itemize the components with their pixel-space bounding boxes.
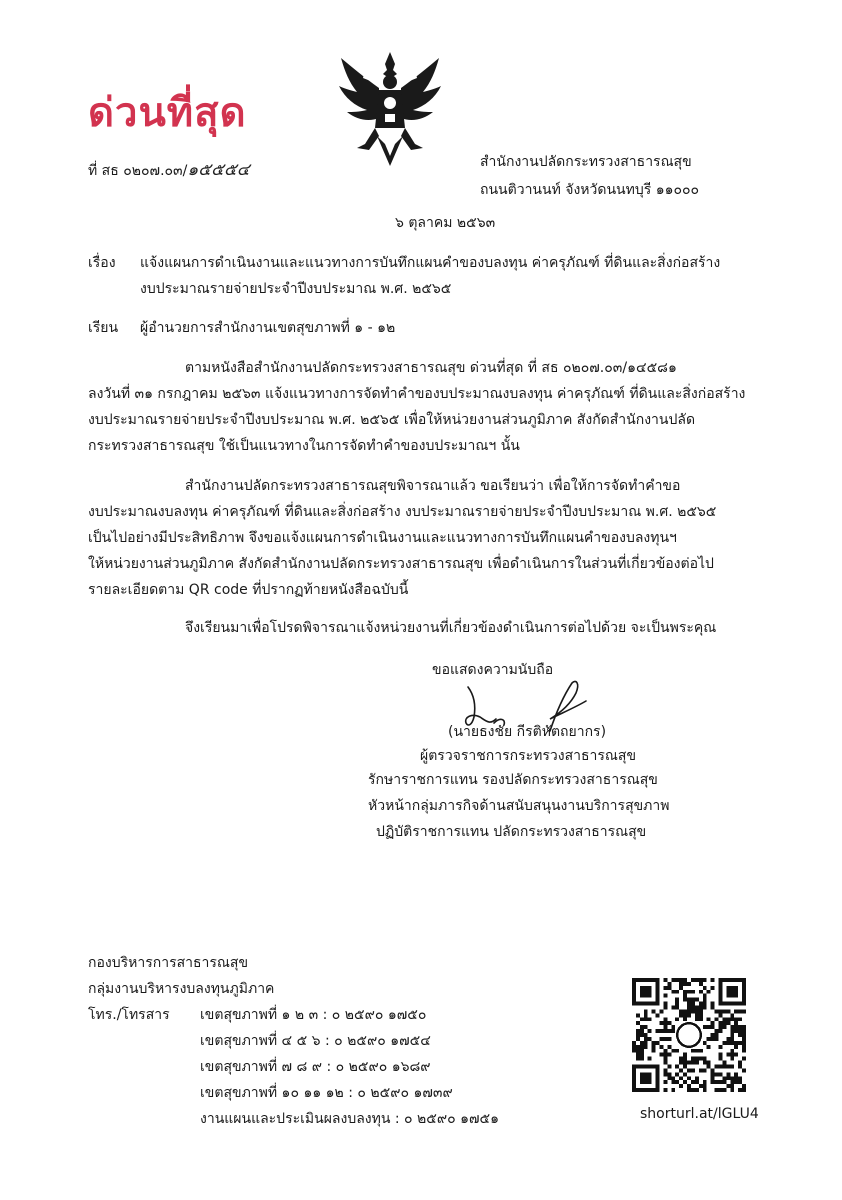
office-address (480, 152, 699, 200)
para2-line-5: รายละเอียดตาม QR code ที่ปรากฏท้ายหนังสือฉบับนี้ (88, 582, 409, 598)
footer-phone-3: เขตสุขภาพที่ ๗ ๘ ๙ : ๐ ๒๕๙๐ ๑๖๘๙ (200, 1059, 431, 1075)
footer-group: กลุ่มงานบริหารงบลงทุนภูมิภาค (88, 981, 275, 997)
footer-phone-label: โทร./โทรสาร (88, 1007, 170, 1023)
para1-line-2: ลงวันที่ ๓๑ กรกฎาคม ๒๕๖๓ แจ้งแนวทางการจัดทำคำของบประมาณงบลงทุน ค่าครุภัณฑ์ ที่ดินและสิ่งก่อสร้าง (88, 386, 746, 402)
signer-title-2: รักษาราชการแทน รองปลัดกระทรวงสาธารณสุข (368, 772, 658, 788)
subject-line-2: งบประมาณรายจ่ายประจำปีงบประมาณ พ.ศ. ๒๕๖๕ (140, 281, 452, 297)
garuda-emblem-icon (335, 48, 445, 168)
closing-text: ขอแสดงความนับถือ (432, 662, 554, 678)
para2-line-4: ให้หน่วยงานส่วนภูมิภาค สังกัดสำนักงานปลัดกระทรวงสาธารณสุข เพื่อดำเนินการในส่วนที่เกี่ยวข้องต่อไป (88, 556, 714, 572)
signer-title-4: ปฏิบัติราชการแทน ปลัดกระทรวงสาธารณสุข (376, 824, 647, 840)
office-street: ถนนติวานนท์ จังหวัดนนทบุรี ๑๑๐๐๐ (480, 182, 700, 198)
qr-code[interactable] (632, 978, 746, 1092)
qr-short-url[interactable]: shorturl.at/lGLU4 (640, 1106, 759, 1122)
reference-prefix: ที่ สธ ๐๒๐๗.๐๓/ (88, 163, 188, 179)
footer-division: กองบริหารการสาธารณสุข (88, 955, 249, 971)
footer-phone-4: เขตสุขภาพที่ ๑๐ ๑๑ ๑๒ : ๐ ๒๕๙๐ ๑๗๓๙ (200, 1085, 453, 1101)
recipient-text: ผู้อำนวยการสำนักงานเขตสุขภาพที่ ๑ - ๑๒ (140, 320, 396, 336)
signer-title-1: ผู้ตรวจราชการกระทรวงสาธารณสุข (420, 748, 637, 764)
footer-phone-2: เขตสุขภาพที่ ๔ ๕ ๖ : ๐ ๒๕๙๐ ๑๗๕๔ (200, 1033, 431, 1049)
footer-phone-1: เขตสุขภาพที่ ๑ ๒ ๓ : ๐ ๒๕๙๐ ๑๗๕๐ (200, 1007, 427, 1023)
reference-number-handwritten: ๑๕๕๕๔ (187, 160, 250, 180)
signer-title-3: หัวหน้ากลุ่มภารกิจด้านสนับสนุนงานบริการสุขภาพ (368, 798, 670, 814)
recipient-label: เรียน (88, 320, 119, 336)
para3-line-1: จึงเรียนมาเพื่อโปรดพิจารณาแจ้งหน่วยงานที่เกี่ยวข้องดำเนินการต่อไปด้วย จะเป็นพระคุณ (185, 620, 717, 636)
para1-line-1: ตามหนังสือสำนักงานปลัดกระทรวงสาธารณสุข ด่วนที่สุด ที่ สธ ๐๒๐๗.๐๓/๑๔๕๘๑ (185, 360, 677, 376)
footer-phone-5: งานแผนและประเมินผลงบลงทุน : ๐ ๒๕๙๐ ๑๗๕๑ (200, 1111, 499, 1127)
signer-name: (นายธงชัย กีรติหัตถยากร) (448, 724, 607, 740)
letter-date: ๖ ตุลาคม ๒๕๖๓ (395, 215, 496, 231)
office-name: สำนักงานปลัดกระทรวงสาธารณสุข (480, 154, 692, 170)
para1-line-3: งบประมาณรายจ่ายประจำปีงบประมาณ พ.ศ. ๒๕๖๕ เพื่อให้หน่วยงานส่วนภูมิภาค สังกัดสำนักงานปลัด (88, 412, 696, 428)
subject-label: เรื่อง (88, 255, 116, 271)
reference-number (88, 160, 250, 181)
subject-line-1: แจ้งแผนการดำเนินงานและแนวทางการบันทึกแผนคำของบลงทุน ค่าครุภัณฑ์ ที่ดินและสิ่งก่อสร้าง (140, 255, 721, 271)
para2-line-1: สำนักงานปลัดกระทรวงสาธารณสุขพิจารณาแล้ว ขอเรียนว่า เพื่อให้การจัดทำคำขอ (185, 478, 681, 494)
urgency-stamp: ด่วนที่สุด (88, 89, 247, 136)
para1-line-4: กระทรวงสาธารณสุข ใช้เป็นแนวทางในการจัดทำคำของบประมาณฯ นั้น (88, 438, 520, 454)
para2-line-3: เป็นไปอย่างมีประสิทธิภาพ จึงขอแจ้งแผนการดำเนินงานและแนวทางการบันทึกแผนคำของบลงทุนฯ (88, 530, 677, 546)
para2-line-2: งบประมาณงบลงทุน ค่าครุภัณฑ์ ที่ดินและสิ่งก่อสร้าง งบประมาณรายจ่ายประจำปีงบประมาณ พ.ศ. ๒๕๖๕ (88, 504, 717, 520)
